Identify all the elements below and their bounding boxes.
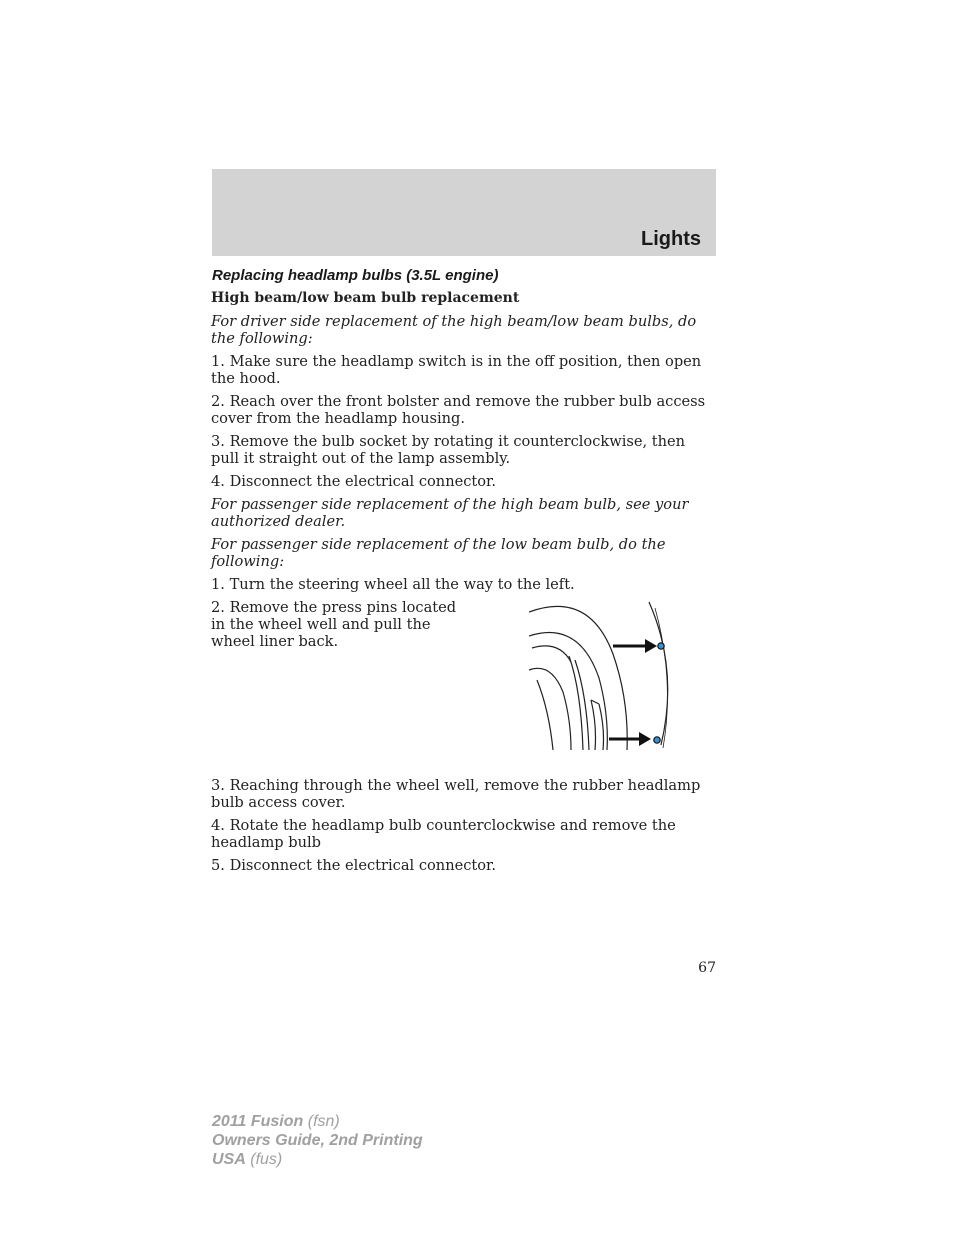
driver-step-4: 4. Disconnect the electrical connector. bbox=[211, 473, 497, 490]
page-number: 67 bbox=[698, 960, 716, 976]
passenger-step-2: 2. Remove the press pins located in the wheel well and pull the wheel liner back. bbox=[211, 599, 457, 650]
section-heading: Replacing headlamp bulbs (3.5L engine) bbox=[212, 267, 499, 284]
section-header-band bbox=[212, 169, 716, 256]
footer-model-code: (fsn) bbox=[307, 1113, 340, 1130]
wheel-well-illustration bbox=[529, 600, 674, 750]
driver-step-3: 3. Remove the bulb socket by rotating it counterclockwise, then pull it straight out of the lamp assembly. bbox=[211, 433, 686, 467]
passenger-step-1: 1. Turn the steering wheel all the way to the left. bbox=[211, 576, 575, 593]
footer-line-1 bbox=[212, 1112, 423, 1131]
driver-step-1: 1. Make sure the headlamp switch is in the off position, then open the hood. bbox=[211, 353, 702, 387]
step-with-figure bbox=[211, 599, 716, 771]
footer-line-2 bbox=[212, 1131, 423, 1150]
footer-region-code: (fus) bbox=[250, 1151, 283, 1168]
passenger-high-beam-note: For passenger side replacement of the high beam bulb, see your authorized dealer. bbox=[211, 496, 689, 530]
footer-region: USA bbox=[212, 1151, 246, 1168]
page-content bbox=[211, 267, 716, 880]
section-title: Lights bbox=[641, 228, 701, 250]
passenger-step-5: 5. Disconnect the electrical connector. bbox=[211, 857, 497, 874]
footer bbox=[212, 1112, 423, 1169]
passenger-step-3: 3. Reaching through the wheel well, remove the rubber headlamp bulb access cover. bbox=[211, 777, 701, 811]
footer-model: 2011 Fusion bbox=[212, 1113, 304, 1130]
passenger-low-beam-intro: For passenger side replacement of the low beam bulb, do the following: bbox=[211, 536, 666, 570]
footer-line-3 bbox=[212, 1150, 423, 1169]
driver-intro: For driver side replacement of the high beam/low beam bulbs, do the following: bbox=[211, 313, 697, 347]
sub-heading: High beam/low beam bulb replacement bbox=[211, 290, 520, 306]
footer-guide: Owners Guide, 2nd Printing bbox=[212, 1132, 423, 1149]
driver-step-2: 2. Reach over the front bolster and remove the rubber bulb access cover from the headlamp housing. bbox=[211, 393, 706, 427]
passenger-step-4: 4. Rotate the headlamp bulb counterclockwise and remove the headlamp bulb bbox=[211, 817, 676, 851]
